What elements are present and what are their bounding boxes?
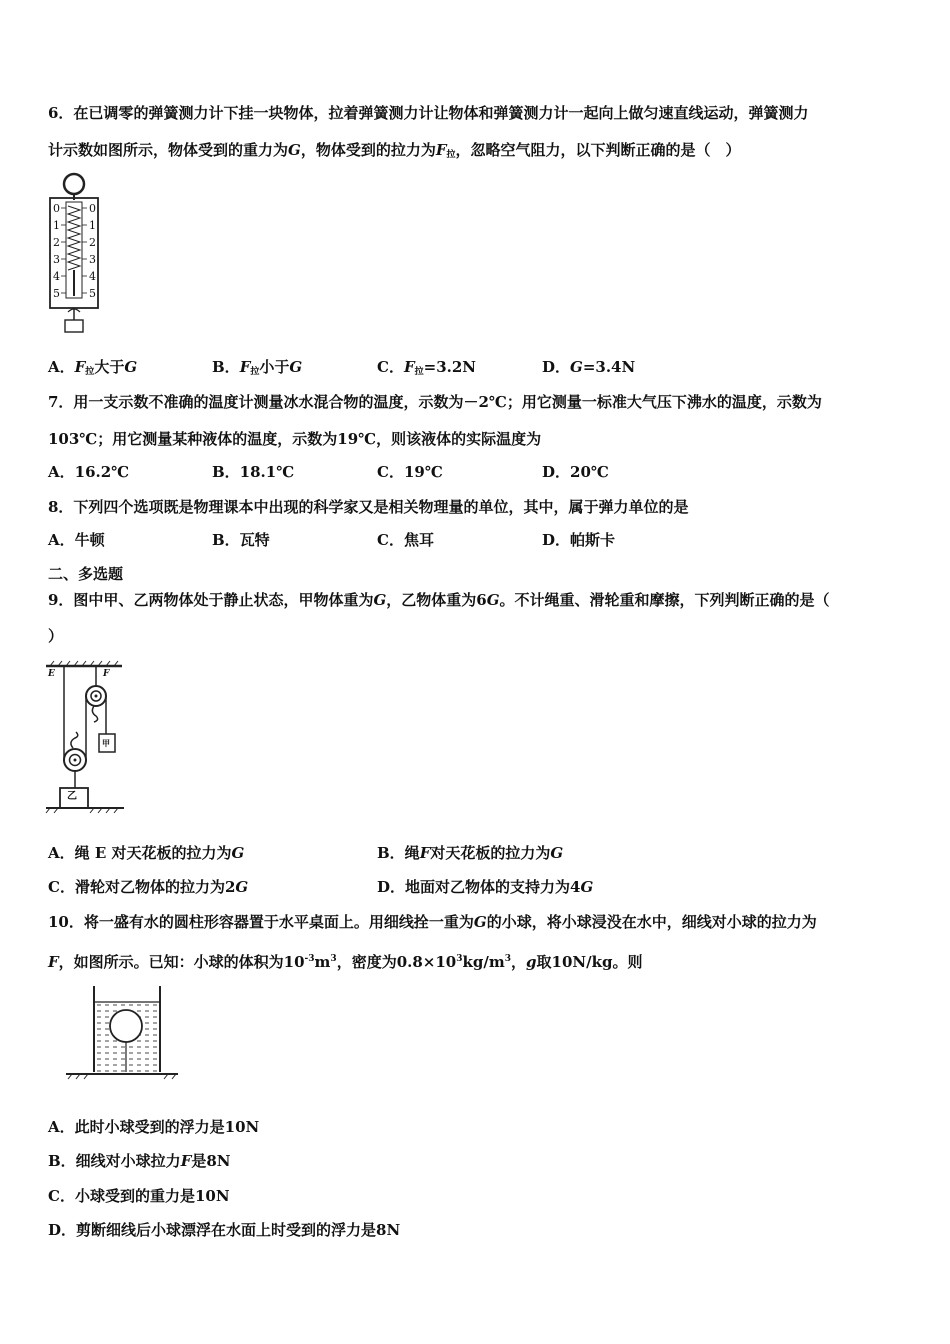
q10-stem-part-b: 的小球，将小球浸没在水中，细线对小球的拉力为	[486, 913, 817, 931]
pulley-label-yi: 乙	[67, 791, 77, 802]
scale-right-4: 4	[89, 270, 96, 283]
scale-right-0: 0	[89, 202, 96, 215]
q8-option-b[interactable]: B．瓦特	[212, 531, 270, 549]
q6-option-c-text: =3.2N	[423, 358, 477, 376]
q10-option-b-f: F	[180, 1152, 192, 1170]
q6-option-c[interactable]	[377, 357, 476, 382]
q9-stem-part-b: ，乙物体重为6	[386, 591, 487, 609]
q9-option-c-g: G	[235, 878, 249, 896]
scale-right-5: 5	[89, 287, 96, 300]
q9-stem-line1	[48, 590, 830, 610]
q10-symbol-g-lower: g	[526, 953, 537, 971]
q7-option-a[interactable]: A．16.2℃	[48, 463, 130, 481]
q10-symbol-g: G	[473, 913, 487, 931]
scale-left-1: 1	[53, 219, 60, 232]
q9-symbol-g1: G	[373, 591, 387, 609]
scale-left-4: 4	[53, 270, 60, 283]
q9-option-b-text-a: B．绳	[377, 844, 420, 862]
q10-option-b-text-b: 是8N	[191, 1152, 231, 1170]
q10-option-b[interactable]	[48, 1151, 231, 1171]
q7-option-d[interactable]: D．20℃	[542, 463, 609, 481]
q6-option-b-text: 小于	[259, 358, 290, 376]
q10-option-d[interactable]: D．剪断细线后小球漂浮在水面上时受到的浮力是8N	[48, 1221, 401, 1239]
q9-option-c[interactable]	[48, 877, 248, 897]
q9-option-d-text: D．地面对乙物体的支持力为4	[377, 878, 581, 896]
q6-option-a-g: G	[124, 358, 138, 376]
q10-stem-line1	[48, 912, 817, 932]
q10-exp-1: -3	[304, 954, 315, 964]
q10-symbol-f: F	[48, 953, 59, 971]
q10-exp-2: 3	[330, 954, 337, 964]
q10-density-text: ，密度为0.8×10	[336, 953, 457, 971]
scale-left-3: 3	[53, 253, 60, 266]
q6-subscript-la: 拉	[446, 150, 456, 160]
q7-option-c[interactable]: C．19℃	[377, 463, 443, 481]
pulley-label-jia: 甲	[102, 738, 110, 748]
q6-option-a-f: F	[74, 358, 86, 376]
scale-right-1: 1	[89, 219, 96, 232]
q6-option-a-sub: 拉	[85, 367, 95, 377]
q10-stem-part-f: 取10N/kg。则	[536, 953, 643, 971]
q10-comma: ，	[511, 953, 527, 971]
q6-stem-part-a: 计示数如图所示，物体受到的重力为	[48, 141, 289, 159]
q10-exp-4: 3	[504, 954, 511, 964]
q9-option-a-g: G	[231, 844, 245, 862]
q10-unit-kgm: kg/m	[462, 953, 505, 971]
q9-option-b[interactable]	[377, 843, 563, 863]
water-container-figure	[64, 984, 180, 1080]
pulley-label-f: F	[103, 669, 110, 679]
q9-option-b-f: F	[419, 844, 431, 862]
q6-option-b-sub: 拉	[250, 367, 260, 377]
scale-left-2: 2	[53, 236, 60, 249]
section-multi-choice-heading: 二、多选题	[48, 565, 124, 583]
scale-right-numbers	[89, 200, 96, 302]
q7-stem-line1: 7．用一支示数不准确的温度计测量冰水混合物的温度，示数为－2℃；用它测量一标准大气压下沸水的温度，示数为	[48, 393, 822, 411]
q9-stem-part-c: 。不计绳重、滑轮重和摩擦，下列判断正确的是（	[499, 591, 830, 609]
q6-option-a[interactable]	[48, 357, 137, 382]
q6-option-a-label: A．	[48, 358, 75, 376]
pulley-label-e: E	[48, 669, 55, 679]
q6-option-d-g: G	[570, 358, 583, 376]
q7-option-b[interactable]: B．18.1℃	[212, 463, 295, 481]
q9-stem-part-a: 9．图中甲、乙两物体处于静止状态，甲物体重为	[48, 591, 374, 609]
q9-option-d-g: G	[580, 878, 594, 896]
q9-symbol-g2: G	[486, 591, 500, 609]
q10-option-a[interactable]: A．此时小球受到的浮力是10N	[48, 1118, 260, 1136]
q6-option-b-label: B．	[212, 358, 240, 376]
q10-stem-part-a2: ，如图所示。已知：小球的体积为10	[58, 953, 305, 971]
q10-exp-3: 3	[456, 954, 463, 964]
q6-option-b-g: G	[289, 358, 303, 376]
q6-option-c-sub: 拉	[414, 367, 424, 377]
q6-option-d[interactable]	[542, 357, 635, 377]
q6-option-c-label: C．	[377, 358, 404, 376]
q8-option-a[interactable]: A．牛顿	[48, 531, 105, 549]
q6-stem-part-b: ，物体受到的拉力为	[300, 141, 436, 159]
q6-stem-line1: 6．在已调零的弹簧测力计下挂一块物体，拉着弹簧测力计让物体和弹簧测力计一起向上做匀速直线运动，弹簧测力	[48, 104, 809, 122]
q9-option-c-text: C．滑轮对乙物体的拉力为2	[48, 878, 236, 896]
q9-option-b-text-b: 对天花板的拉力为	[430, 844, 551, 862]
scale-right-2: 2	[89, 236, 96, 249]
q6-option-d-label: D．	[542, 358, 571, 376]
q9-option-d[interactable]	[377, 877, 593, 897]
q7-stem-line2: 103℃；用它测量某种液体的温度，示数为19℃，则该液体的实际温度为	[48, 430, 542, 448]
q9-option-a-text: A．绳 E 对天花板的拉力为	[48, 844, 232, 862]
q8-option-c[interactable]: C．焦耳	[377, 531, 434, 549]
q6-option-d-text: =3.4N	[582, 358, 636, 376]
q6-stem-part-c: ，忽略空气阻力，以下判断正确的是（ ）	[455, 141, 741, 159]
q8-stem: 8．下列四个选项既是物理课本中出现的科学家又是相关物理量的单位，其中，属于弹力单位的是	[48, 498, 689, 516]
q10-option-b-text-a: B．细线对小球拉力	[48, 1152, 181, 1170]
q10-stem-line2	[48, 949, 642, 972]
scale-left-0: 0	[53, 202, 60, 215]
q8-option-d[interactable]: D．帕斯卡	[542, 531, 616, 549]
q6-stem-line2	[48, 140, 741, 165]
q6-symbol-f: F	[435, 141, 447, 159]
q6-option-a-text: 大于	[94, 358, 125, 376]
q6-option-b-f: F	[239, 358, 251, 376]
pulley-figure	[44, 660, 134, 820]
q9-option-a[interactable]	[48, 843, 244, 863]
scale-right-3: 3	[89, 253, 96, 266]
q10-stem-part-a: 10．将一盛有水的圆柱形容器置于水平桌面上。用细线拴一重为	[48, 913, 474, 931]
q10-option-c[interactable]: C．小球受到的重力是10N	[48, 1187, 230, 1205]
q9-option-b-g: G	[550, 844, 564, 862]
q6-option-b[interactable]	[212, 357, 302, 382]
scale-left-5: 5	[53, 287, 60, 300]
q6-symbol-g: G	[288, 141, 301, 159]
q9-stem-line2: ）	[48, 627, 64, 645]
q6-option-c-f: F	[403, 358, 415, 376]
scale-left-numbers	[53, 200, 60, 302]
q10-unit-m: m	[314, 953, 331, 971]
